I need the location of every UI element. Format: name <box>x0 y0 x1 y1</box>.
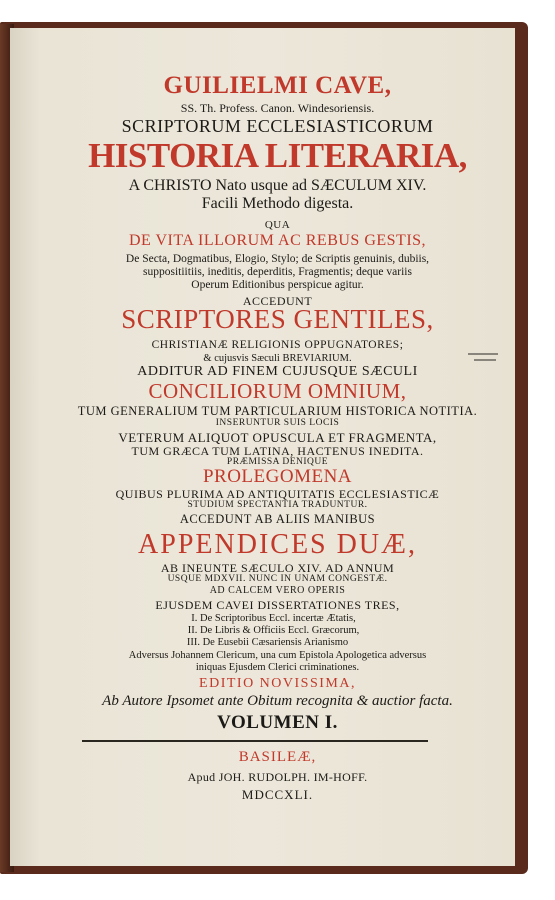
inseruntur-line: INSERUNTUR SUIS LOCIS <box>215 418 340 428</box>
prolegomena-heading: PROLEGOMENA <box>202 466 353 487</box>
breviarium-line: & cujusvis Sæculi BREVIARIUM. <box>203 353 352 364</box>
imprint-place: BASILEÆ, <box>238 749 317 765</box>
studium-line: STUDIUM SPECTANTIA TRADUNTUR. <box>187 500 368 510</box>
ad-calcem-line: AD CALCEM VERO OPERIS <box>209 585 346 596</box>
divider-rule <box>82 740 428 742</box>
adversus-line-1: Adversus Johannem Clericum, una cum Epistola Apologetica adversus <box>128 650 427 661</box>
description-line-3: Operum Editionibus perspicue agitur. <box>191 279 364 291</box>
accedunt-ab-line: ACCEDUNT AB ALIIS MANIBUS <box>179 512 376 526</box>
qua-label: QUA <box>264 219 291 231</box>
christianae-line: CHRISTIANÆ RELIGIONIS OPPUGNATORES; <box>151 339 404 351</box>
description-line-1: De Secta, Dogmatibus, Elogio, Stylo; de Scriptis genuinis, dubiis, <box>125 253 430 265</box>
editio-heading: EDITIO NOVISSIMA, <box>199 676 356 691</box>
subtitle-line-1: A CHRISTO Nato usque ad SÆCULUM XIV. <box>128 177 427 194</box>
tum-generalium-line: TUM GENERALIUM TUM PARTICULARIUM HISTORICA NOTITIA. <box>77 404 478 418</box>
dissertation-3: III. De Eusebii Cæsariensis Arianismo <box>186 637 349 648</box>
conciliorum-heading: CONCILIORUM OMNIUM, <box>148 379 407 403</box>
adversus-line-2: iniquas Ejusdem Clerici criminationes. <box>195 662 360 673</box>
appendices-heading: APPENDICES DUÆ, <box>138 529 417 560</box>
ink-mark <box>474 359 496 361</box>
author-title: SS. Th. Profess. Canon. Windesoriensis. <box>180 101 375 115</box>
tum-graeca-line: TUM GRÆCA TUM LATINA, HACTENUS INEDITA. <box>131 444 424 458</box>
praemissa-line: PRÆMISSA DENIQUE <box>226 457 329 467</box>
volumen-heading: VOLUMEN I. <box>217 712 338 733</box>
de-vita-heading: DE VITA ILLORUM AC REBUS GESTIS, <box>128 232 427 249</box>
ejusdem-line: EJUSDEM CAVEI DISSERTATIONES TRES, <box>155 598 400 612</box>
imprint-year: MDCCXLI. <box>241 787 314 802</box>
scriptores-gentiles-heading: SCRIPTORES GENTILES, <box>121 304 434 334</box>
description-line-2: suppositiitiis, ineditis, deperditis, Fragmentis; deque variis <box>143 266 412 278</box>
dissertation-2: II. De Libris & Officiis Eccl. Græcorum, <box>187 625 360 636</box>
usque-line: USQUE MDXVII. NUNC IN UNAM CONGESTÆ. <box>167 574 388 584</box>
ab-ineunte-line: AB INEUNTE SÆCULO XIV. AD ANNUM <box>160 561 395 575</box>
ab-autore-line: Ab Autore Ipsomet ante Obitum recognita & auctior facta. <box>102 693 453 709</box>
dissertation-1: I. De Scriptoribus Eccl. incertæ Ætatis, <box>191 613 356 624</box>
veterum-line: VETERUM ALIQUOT OPUSCULA ET FRAGMENTA, <box>118 430 437 445</box>
additur-line: ADDITUR AD FINEM CUJUSQUE SÆCULI <box>137 364 418 379</box>
ink-mark <box>468 353 498 355</box>
subtitle-line-2: Facili Methodo digesta. <box>201 195 354 212</box>
work-prefix: SCRIPTORUM ECCLESIASTICORUM <box>121 116 434 136</box>
quibus-line: QUIBUS PLURIMA AD ANTIQUITATIS ECCLESIASTICÆ <box>115 487 440 501</box>
work-title: HISTORIA LITERARIA, <box>88 136 467 175</box>
imprint-publisher: Apud JOH. RUDOLPH. IM-HOFF. <box>187 770 368 784</box>
author-name: GUILIELMI CAVE, <box>163 72 392 99</box>
accedunt-label: ACCEDUNT <box>242 294 313 308</box>
